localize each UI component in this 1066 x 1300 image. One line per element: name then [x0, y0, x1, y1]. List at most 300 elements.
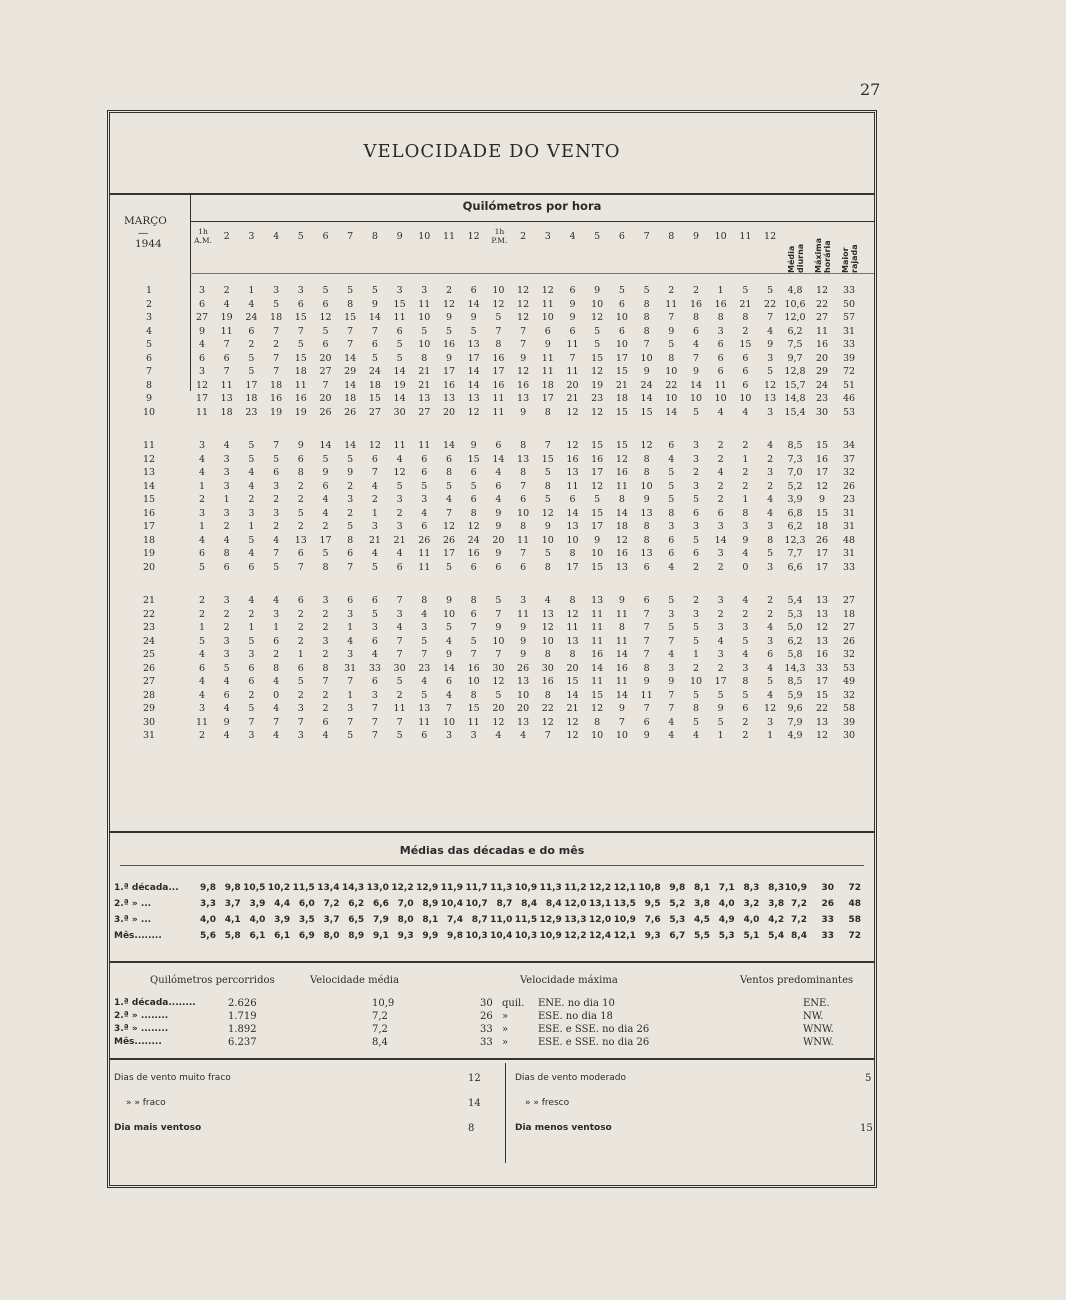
hour-value: 5 — [371, 561, 378, 573]
hour-value: 5 — [767, 548, 774, 559]
average-value: 12,4 — [588, 931, 612, 941]
hour-value: 2 — [742, 325, 749, 337]
max-gust: 49 — [842, 676, 856, 687]
hour-value: 5 — [668, 467, 675, 478]
hour-value: 2 — [248, 689, 255, 701]
average-value: 5,3 — [718, 931, 735, 941]
hour-value: 11 — [418, 298, 431, 310]
vmax-direction: ESE. no dia 18 — [538, 1011, 613, 1022]
hour-value: 27 — [319, 366, 332, 377]
hour-value: 6 — [371, 595, 378, 606]
hour-value: 12 — [195, 379, 209, 391]
km-value: 6.237 — [228, 1037, 257, 1048]
hour-value: 9 — [767, 339, 774, 350]
hour-value: 15 — [615, 440, 628, 451]
hour-value: 4 — [223, 440, 230, 451]
day-label: 13 — [142, 467, 156, 478]
hour-value: 6 — [347, 595, 354, 606]
average-value: 10,4 — [490, 931, 513, 941]
vmax-direction: ENE. no dia 10 — [538, 998, 615, 1009]
hour-value: 18 — [344, 393, 357, 404]
hour-value: 3 — [248, 730, 255, 741]
average-value: 12,0 — [564, 899, 587, 909]
hour-value: 18 — [615, 521, 628, 532]
hour-value: 11 — [418, 561, 431, 573]
day-label: 4 — [145, 325, 153, 337]
hour-value: 3 — [297, 703, 304, 714]
hour-value: 6 — [495, 561, 502, 573]
kmh-label: Quilómetros por hora — [462, 199, 602, 213]
average-stat: 33 — [821, 915, 834, 925]
vm-value: 10,9 — [372, 998, 395, 1009]
hour-value: 8 — [643, 298, 650, 310]
hourly-max: 22 — [815, 298, 829, 310]
average-value: 10,8 — [638, 883, 661, 893]
hour-value: 6 — [717, 339, 724, 350]
hour-value: 8 — [544, 649, 551, 660]
hour-value: 6 — [322, 298, 329, 310]
hour-value: 12 — [541, 507, 554, 519]
hour-value: 7 — [618, 716, 625, 728]
hour-value: 2 — [223, 608, 230, 620]
hour-value: 1 — [198, 622, 206, 633]
hour-value: 22 — [541, 703, 554, 714]
hour-value: 12 — [517, 285, 530, 296]
hour-value: 5 — [248, 534, 255, 546]
hour-value: 3 — [767, 352, 774, 364]
hour-value: 3 — [767, 561, 774, 573]
hour-header: 5 — [297, 231, 304, 242]
hour-value: 8 — [643, 325, 650, 337]
hour-value: 3 — [692, 453, 700, 465]
average-value: 9,8 — [224, 883, 241, 893]
hour-value: 6 — [643, 595, 650, 606]
hour-value: 4 — [668, 649, 675, 660]
day-label: 16 — [142, 507, 156, 519]
average-value: 5,1 — [743, 931, 760, 941]
hour-value: 3 — [668, 662, 675, 674]
hour-value: 5 — [371, 352, 378, 364]
hour-value: 3 — [347, 703, 354, 714]
hourly-max: 12 — [815, 285, 829, 296]
hour-value: 2 — [297, 622, 304, 633]
hour-value: 14 — [714, 534, 727, 546]
hour-value: 9 — [594, 285, 601, 296]
hour-value: 19 — [294, 406, 307, 418]
hour-value: 12 — [566, 716, 579, 728]
hour-value: 10 — [467, 676, 480, 687]
hourly-max: 17 — [815, 467, 829, 478]
hourly-max: 17 — [815, 561, 829, 573]
hour-value: 8 — [692, 312, 700, 323]
hour-value: 6 — [717, 507, 724, 519]
hour-value: 9 — [445, 352, 453, 364]
average-value: 13,1 — [588, 899, 612, 909]
hour-header: 7 — [347, 231, 354, 242]
hour-value: 30 — [541, 662, 554, 674]
hourly-max: 16 — [815, 649, 829, 660]
hour-value: 17 — [615, 352, 628, 364]
hour-value: 2 — [347, 480, 354, 492]
average-value: 5,2 — [669, 899, 686, 909]
daily-mean: 5,9 — [787, 689, 803, 701]
hour-value: 9 — [520, 622, 527, 633]
hour-value: 6 — [396, 325, 403, 337]
hour-value: 1 — [347, 689, 354, 701]
hour-value: 2 — [198, 608, 206, 620]
hour-value: 8 — [643, 534, 650, 546]
hour-value: 12 — [764, 703, 777, 714]
hour-value: 15 — [566, 676, 579, 687]
average-value: 5,4 — [768, 931, 785, 941]
hour-value: 24 — [368, 366, 381, 377]
hour-value: 3 — [223, 635, 230, 647]
daily-mean: 6,2 — [787, 325, 803, 337]
hour-value: 5 — [396, 480, 403, 492]
hour-value: 5 — [692, 622, 700, 633]
hour-value: 9 — [322, 467, 329, 478]
hour-value: 7 — [767, 312, 774, 323]
average-stat: 72 — [848, 883, 861, 893]
average-stat: 30 — [821, 883, 834, 893]
daily-mean: 12,3 — [784, 534, 806, 546]
hour-value: 3 — [717, 325, 724, 337]
hour-value: 27 — [195, 312, 209, 323]
max-gust: 57 — [842, 312, 856, 323]
hour-value: 3 — [692, 521, 700, 532]
day-label: 15 — [142, 494, 156, 505]
hour-value: 24 — [640, 379, 653, 391]
hour-value: 6 — [692, 507, 700, 519]
hour-value: 4 — [223, 298, 230, 310]
hour-value: 2 — [347, 507, 354, 519]
hour-value: 10 — [566, 534, 579, 546]
hour-value: 5 — [692, 689, 700, 701]
hour-value: 8 — [643, 312, 650, 323]
hour-value: 4 — [396, 548, 403, 559]
hourly-max: 16 — [815, 339, 829, 350]
hour-header: 11 — [739, 231, 752, 242]
hour-value: 6 — [297, 548, 304, 559]
hour-value: 5 — [668, 494, 675, 505]
day-label: 9 — [145, 393, 153, 404]
divider — [110, 961, 874, 963]
hour-value: 4 — [717, 467, 724, 478]
hour-value: 4 — [445, 635, 453, 647]
hour-value: 2 — [198, 595, 206, 606]
hour-value: 29 — [344, 366, 357, 377]
hour-value: 4 — [396, 453, 403, 465]
hour-value: 10 — [442, 608, 456, 620]
hourly-max: 15 — [815, 689, 829, 701]
day-label: 29 — [142, 703, 156, 714]
daily-mean: 14,3 — [784, 662, 806, 674]
hour-value: 12 — [541, 716, 554, 728]
hour-value: 15 — [640, 406, 653, 418]
hour-value: 8 — [273, 662, 280, 674]
hour-value: 13 — [640, 507, 653, 519]
hour-value: 7 — [347, 561, 354, 573]
hour-value: 12 — [566, 730, 579, 741]
hour-value: 9 — [445, 595, 453, 606]
hour-value: 6 — [371, 453, 378, 465]
hour-value: 9 — [668, 676, 675, 687]
hour-value: 10 — [442, 716, 456, 728]
hour-value: 8 — [421, 352, 428, 364]
hour-value: 4 — [198, 649, 206, 660]
hourly-max: 12 — [815, 730, 829, 741]
hour-value: 2 — [322, 703, 329, 714]
hour-value: 15 — [368, 393, 381, 404]
hour-value: 2 — [198, 494, 206, 505]
hour-value: 18 — [270, 312, 283, 323]
hour-value: 8 — [347, 534, 354, 546]
stat-header: Média diurna — [787, 243, 805, 273]
hour-value: 12 — [467, 406, 480, 418]
day-label: 7 — [145, 366, 153, 377]
hour-value: 13 — [442, 393, 456, 404]
hour-value: 30 — [393, 662, 406, 674]
hour-value: 4 — [273, 703, 280, 714]
hour-value: 20 — [566, 662, 579, 674]
hour-value: 15 — [615, 406, 628, 418]
hour-value: 5 — [421, 480, 428, 492]
hour-value: 9 — [297, 440, 304, 451]
daily-mean: 15,7 — [784, 379, 806, 391]
hour-value: 4 — [198, 453, 206, 465]
hour-value: 4 — [495, 467, 502, 478]
average-value: 6,9 — [298, 931, 315, 941]
hour-value: 12 — [566, 406, 579, 418]
divider — [110, 831, 874, 833]
hour-value: 5 — [692, 534, 700, 546]
hour-value: 3 — [223, 507, 230, 519]
hourly-max: 12 — [815, 480, 829, 492]
hour-value: 3 — [297, 285, 304, 296]
hourly-max: 33 — [815, 662, 829, 674]
hour-header: 6 — [322, 231, 329, 242]
hour-value: 5 — [668, 622, 675, 633]
vmax-direction: ESE. e SSE. no dia 26 — [538, 1024, 650, 1035]
day-label: 21 — [142, 595, 156, 606]
hour-value: 12 — [492, 716, 505, 728]
hour-value: 16 — [492, 352, 505, 364]
hour-value: 7 — [643, 608, 650, 620]
hour-value: 9 — [594, 534, 601, 546]
average-value: 9,3 — [644, 931, 661, 941]
hour-value: 4 — [371, 649, 378, 660]
average-value: 4,4 — [274, 899, 291, 909]
hour-value: 12 — [566, 608, 579, 620]
hour-value: 0 — [273, 689, 280, 701]
hour-value: 3 — [198, 440, 206, 451]
hour-value: 8 — [445, 467, 453, 478]
hour-value: 4 — [668, 716, 675, 728]
hour-header: 6 — [618, 231, 625, 242]
hour-value: 1 — [198, 521, 206, 532]
table-row — [110, 562, 874, 577]
hour-header: 5 — [594, 231, 601, 242]
hour-value: 2 — [717, 662, 724, 674]
max-gust: 27 — [842, 595, 856, 606]
hour-value: 8 — [643, 453, 650, 465]
hour-value: 16 — [270, 393, 283, 404]
hour-value: 3 — [421, 622, 428, 633]
hour-value: 7 — [297, 325, 304, 337]
hour-value: 17 — [591, 521, 604, 532]
stat-header: Maior rajada — [841, 244, 859, 273]
hour-value: 18 — [368, 379, 381, 391]
hour-value: 8 — [470, 507, 477, 519]
hour-value: 9 — [495, 548, 502, 559]
hour-value: 9 — [470, 312, 477, 323]
daily-mean: 9,7 — [787, 352, 803, 364]
hour-value: 6 — [742, 366, 749, 377]
hour-value: 9 — [544, 521, 551, 532]
hour-value: 1 — [717, 730, 724, 741]
day-label: 28 — [142, 689, 156, 701]
hour-value: 6 — [371, 339, 378, 350]
hour-value: 11 — [418, 548, 431, 559]
hour-value: 11 — [517, 534, 530, 546]
hourly-max: 20 — [815, 352, 829, 364]
hour-value: 8 — [544, 561, 551, 573]
average-stat: 33 — [821, 931, 834, 941]
hour-value: 9 — [643, 366, 650, 377]
hour-value: 2 — [767, 595, 774, 606]
hour-value: 8 — [618, 622, 625, 633]
hour-value: 3 — [421, 494, 428, 505]
hour-value: 5 — [767, 285, 774, 296]
hour-value: 4 — [445, 494, 453, 505]
hour-value: 11 — [615, 676, 628, 687]
daily-mean: 6,6 — [787, 561, 803, 573]
hour-value: 3 — [668, 608, 675, 620]
hour-value: 16 — [294, 393, 307, 404]
hour-value: 6 — [297, 662, 304, 674]
day-label: 10 — [142, 406, 156, 418]
average-stat: 72 — [848, 931, 861, 941]
hour-value: 6 — [248, 662, 255, 674]
daily-mean: 6,2 — [787, 635, 803, 647]
hour-value: 6 — [495, 440, 502, 451]
daily-mean: 7,3 — [787, 453, 803, 465]
average-value: 4,9 — [718, 915, 735, 925]
hour-value: 4 — [371, 548, 378, 559]
max-gust: 32 — [842, 649, 856, 660]
day-label: 5 — [145, 339, 153, 350]
day-label: 1 — [145, 285, 153, 296]
hour-value: 6 — [643, 561, 650, 573]
hour-value: 7 — [297, 561, 304, 573]
hour-value: 6 — [248, 561, 255, 573]
average-value: 11,7 — [465, 883, 488, 893]
hour-value: 7 — [248, 716, 255, 728]
day-label: 12 — [142, 453, 156, 465]
hour-value: 14 — [615, 507, 628, 519]
average-value: 11,2 — [564, 883, 587, 893]
average-value: 12,2 — [391, 883, 414, 893]
hour-value: 7 — [544, 730, 551, 741]
hour-value: 7 — [273, 366, 280, 377]
hour-value: 3 — [692, 608, 700, 620]
daily-mean: 5,4 — [787, 595, 803, 606]
hour-value: 8 — [717, 312, 724, 323]
hour-value: 8 — [569, 595, 576, 606]
hour-value: 2 — [198, 730, 206, 741]
average-value: 3,3 — [200, 899, 216, 909]
hour-value: 10 — [591, 730, 604, 741]
hour-value: 2 — [692, 285, 700, 296]
average-value: 5,3 — [669, 915, 686, 925]
max-gust: 32 — [842, 689, 856, 701]
average-value: 7,2 — [323, 899, 340, 909]
average-value: 13,3 — [564, 915, 587, 925]
averages-title: Médias das décadas e do mês — [399, 844, 585, 857]
average-value: 9,1 — [372, 931, 389, 941]
hour-value: 9 — [445, 312, 453, 323]
hour-value: 4 — [495, 494, 502, 505]
average-value: 3,9 — [274, 915, 291, 925]
hour-value: 1 — [273, 622, 280, 633]
day-label: 6 — [145, 352, 153, 364]
day-label: 30 — [142, 716, 156, 728]
hour-value: 16 — [689, 298, 703, 310]
hour-value: 9 — [520, 649, 527, 660]
hour-value: 5 — [273, 453, 280, 465]
hour-value: 26 — [319, 406, 332, 418]
hour-value: 11 — [393, 312, 406, 323]
hour-value: 4 — [520, 730, 527, 741]
hour-value: 3 — [742, 662, 749, 674]
predominant-wind: WNW. — [803, 1024, 834, 1035]
average-value: 5,5 — [694, 931, 710, 941]
max-gust: 39 — [842, 352, 856, 364]
hour-value: 6 — [618, 298, 625, 310]
hour-value: 13 — [220, 393, 233, 404]
hour-value: 4 — [248, 480, 255, 492]
hour-value: 2 — [692, 662, 700, 674]
hour-value: 11 — [220, 325, 233, 337]
hour-value: 9 — [544, 339, 551, 350]
hour-value: 8 — [544, 406, 551, 418]
average-value: 7,9 — [372, 915, 389, 925]
hour-value: 3 — [742, 521, 749, 532]
hour-value: 19 — [393, 379, 406, 391]
hour-value: 20 — [566, 379, 579, 391]
hour-value: 11 — [393, 440, 406, 451]
hour-value: 3 — [742, 622, 749, 633]
hour-value: 16 — [442, 379, 456, 391]
hour-value: 9 — [668, 325, 675, 337]
hour-value: 4 — [421, 676, 428, 687]
hour-value: 12 — [566, 440, 579, 451]
hour-value: 24 — [245, 312, 258, 323]
hour-value: 6 — [198, 352, 206, 364]
hour-value: 8 — [421, 595, 428, 606]
hour-value: 5 — [544, 467, 551, 478]
km-value: 1.719 — [228, 1011, 257, 1022]
average-value: 6,0 — [298, 899, 315, 909]
hour-value: 3 — [396, 608, 403, 620]
hour-value: 6 — [643, 716, 650, 728]
hour-value: 2 — [223, 285, 230, 296]
vm-header: Velocidade média — [310, 975, 400, 986]
hour-value: 2 — [297, 689, 304, 701]
hour-value: 10 — [615, 730, 628, 741]
average-stat: 48 — [848, 899, 861, 909]
hour-value: 8 — [643, 521, 650, 532]
